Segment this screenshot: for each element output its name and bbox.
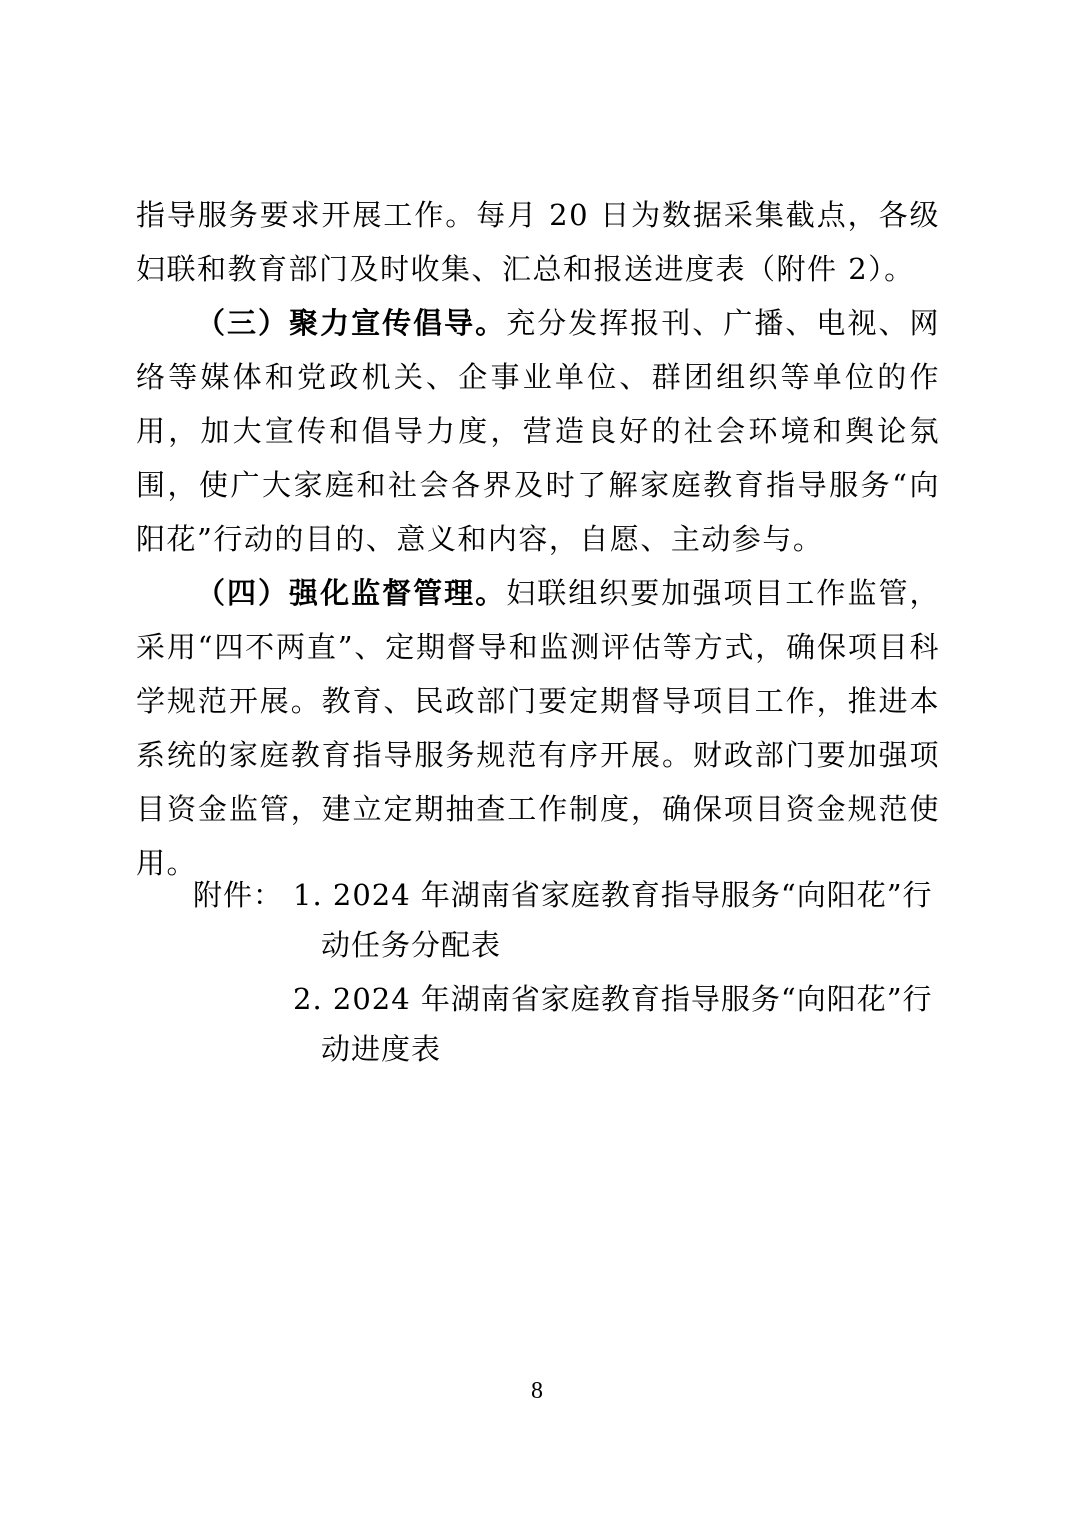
paragraph-supervision xyxy=(136,566,940,890)
section-heading-publicity: （三）聚力宣传倡导。 xyxy=(196,306,507,340)
paragraph-publicity xyxy=(136,296,940,566)
page-number: 8 xyxy=(531,1378,543,1404)
attachments-label: 附件： xyxy=(193,878,284,912)
section-heading-supervision: （四）强化监督管理。 xyxy=(196,576,507,610)
attachment-item-2: 2. 2024 年湖南省家庭教育指导服务“向阳花”行动进度表 xyxy=(293,982,933,1066)
body-text xyxy=(136,188,940,890)
attachment-item-1: 1. 2024 年湖南省家庭教育指导服务“向阳花”行动任务分配表 xyxy=(293,878,933,962)
section-body-publicity: 充分发挥报刊、广播、电视、网络等媒体和党政机关、企事业单位、群团组织等单位的作用，加大宣传和倡导力度，营造良好的社会环境和舆论氛围，使广大家庭和社会各界及时了解家庭教育指导服务“向阳花”行动的目的、意义和内容，自愿、主动参与。 xyxy=(136,306,940,556)
attachments-list xyxy=(193,870,940,1074)
section-body-supervision: 妇联组织要加强项目工作监管，采用“四不两直”、定期督导和监测评估等方式，确保项目科学规范开展。教育、民政部门要定期督导项目工作，推进本系统的家庭教育指导服务规范有序开展。财政部门要加强项目资金监管，建立定期抽查工作制度，确保项目资金规范使用。 xyxy=(136,576,940,880)
attachments-label-spacer xyxy=(193,974,293,1074)
paragraph-continuation: 指导服务要求开展工作。每月 20 日为数据采集截点，各级妇联和教育部门及时收集、汇总和报送进度表（附件 2）。 xyxy=(136,198,940,286)
attachment-row xyxy=(193,974,940,1074)
attachment-row xyxy=(193,870,940,970)
